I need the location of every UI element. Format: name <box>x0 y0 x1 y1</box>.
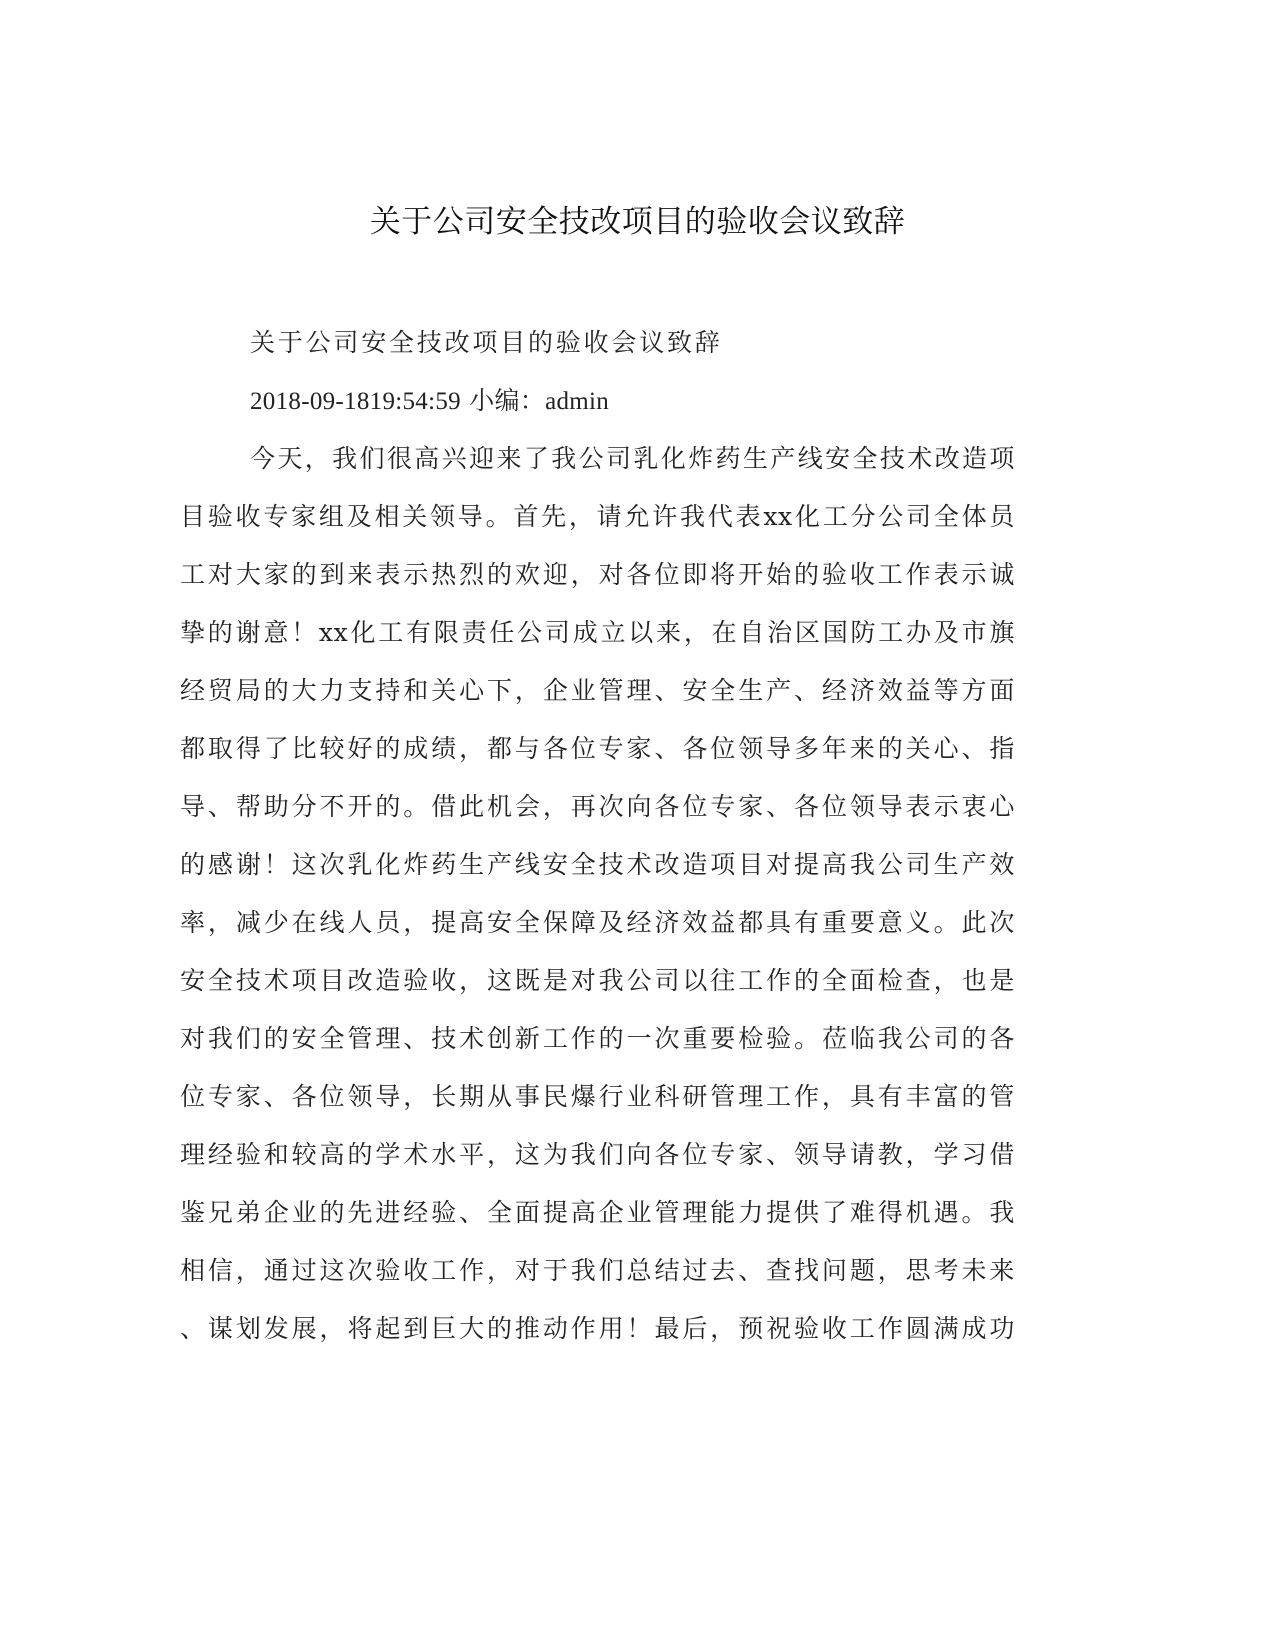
author-name: admin <box>545 388 610 415</box>
document-body <box>180 314 1015 1358</box>
paragraph-line: 理经验和较高的学术水平，这为我们向各位专家、领导请教，学习借 <box>180 1140 1015 1169</box>
paragraph-line: 位专家、各位领导，长期从事民爆行业科研管理工作，具有丰富的管 <box>180 1082 1015 1111</box>
paragraph-line: 的感谢！这次乳化炸药生产线安全技术改造项目对提高我公司生产效 <box>180 850 1015 879</box>
paragraph-line: 相信，通过这次验收工作，对于我们总结过去、查找问题，思考未来 <box>180 1256 1015 1285</box>
paragraph-line: 都取得了比较好的成绩，都与各位专家、各位领导多年来的关心、指 <box>180 734 1015 763</box>
paragraph-line: 导、帮助分不开的。借此机会，再次向各位专家、各位领导表示衷心 <box>180 792 1015 821</box>
editor-label: 小编： <box>469 386 546 415</box>
paragraph-line: 经贸局的大力支持和关心下，企业管理、安全生产、经济效益等方面 <box>180 676 1015 705</box>
document-subtitle: 关于公司安全技改项目的验收会议致辞 <box>250 328 723 357</box>
document-meta <box>180 372 1015 430</box>
paragraph-line: 工对大家的到来表示热烈的欢迎，对各位即将开始的验收工作表示诚 <box>180 560 1015 589</box>
paragraph-line: 、谋划发展，将起到巨大的推动作用！最后，预祝验收工作圆满成功 <box>180 1314 1015 1343</box>
paragraph-line: 安全技术项目改造验收，这既是对我公司以往工作的全面检查，也是 <box>180 966 1015 995</box>
document-title: 关于公司安全技改项目的验收会议致辞 <box>369 204 906 240</box>
paragraph-line: 目验收专家组及相关领导。首先，请允许我代表xx化工分公司全体员 <box>180 502 1015 531</box>
paragraph-line: 今天，我们很高兴迎来了我公司乳化炸药生产线安全技术改造项 <box>250 444 1015 473</box>
paragraph-line: 挚的谢意！xx化工有限责任公司成立以来，在自治区国防工办及市旗 <box>180 618 1015 647</box>
paragraph-line: 鉴兄弟企业的先进经验、全面提高企业管理能力提供了难得机遇。我 <box>180 1198 1015 1227</box>
paragraph-line: 对我们的安全管理、技术创新工作的一次重要检验。莅临我公司的各 <box>180 1024 1015 1053</box>
paragraph-line: 率，减少在线人员，提高安全保障及经济效益都具有重要意义。此次 <box>180 908 1015 937</box>
publish-date: 2018-09-1819:54:59 <box>250 388 461 415</box>
